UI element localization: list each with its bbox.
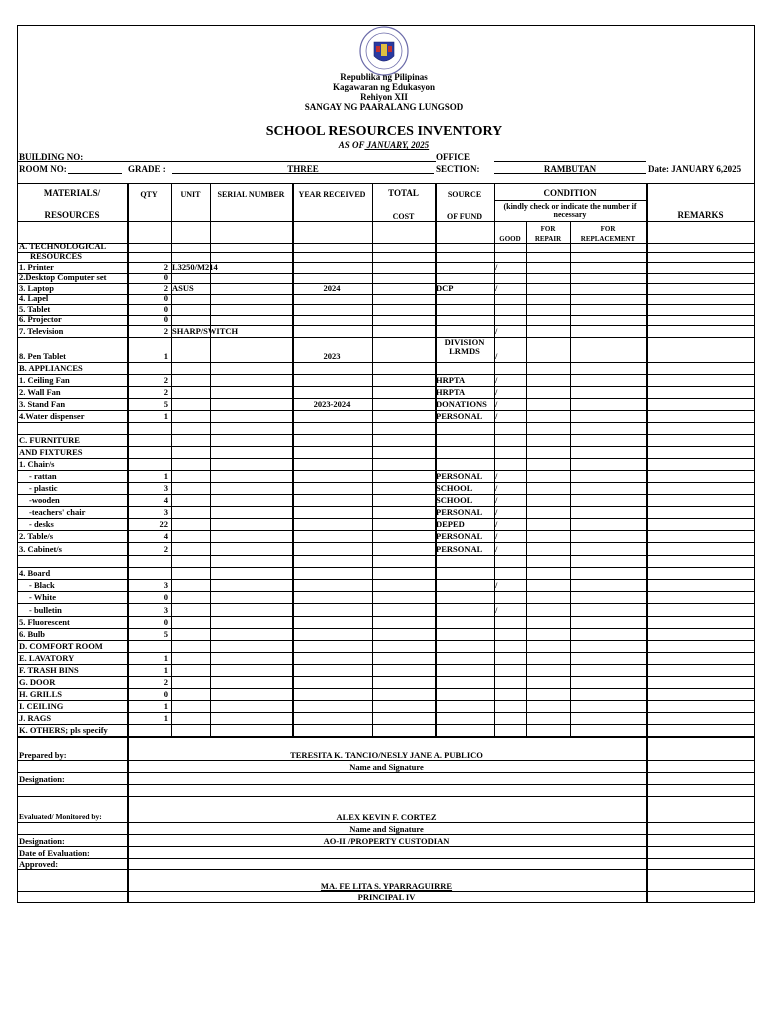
row-item-name: - rattan <box>29 471 57 481</box>
row-item-name: 6. Projector <box>19 314 62 324</box>
room-underline <box>68 173 122 174</box>
approved-label: Approved: <box>19 859 59 869</box>
row-item-name: 8. Pen Tablet <box>19 351 66 361</box>
row-qty: 1 <box>163 713 168 723</box>
row-item-name: G. DOOR <box>19 677 56 687</box>
row-qty: 3 <box>163 483 168 493</box>
row-item-name: - White <box>29 592 56 602</box>
row-good-mark: / <box>495 531 498 541</box>
col-unit: UNIT <box>180 190 201 199</box>
row-item-name: - desks <box>29 519 54 529</box>
as-of-line <box>0 140 768 150</box>
col-condition-note: (kindly check or indicate the number if necessary <box>503 202 637 219</box>
row-item-name: E. LAVATORY <box>19 653 75 663</box>
row-item-name: 2.Desktop Computer set <box>19 272 107 282</box>
row-year: 2023 <box>323 351 341 361</box>
row-qty: 1 <box>163 665 168 675</box>
row-qty: 1 <box>163 653 168 663</box>
grid-line <box>646 736 648 903</box>
row-good-mark: / <box>495 387 498 397</box>
row-source: DCP <box>436 283 454 293</box>
row-item-name: K. OTHERS; pls specify <box>19 725 108 735</box>
grid-line <box>435 183 437 736</box>
col-condition: CONDITION <box>543 188 597 198</box>
row-year: 2024 <box>323 283 341 293</box>
designation-value-2: AO-II /PROPERTY CUSTODIAN <box>323 836 450 846</box>
col-remarks: REMARKS <box>677 210 724 220</box>
row-item-name: A. TECHNOLOGICAL <box>19 241 107 251</box>
col-materials-line1: MATERIALS/ <box>43 188 101 198</box>
row-item-name: F. TRASH BINS <box>19 665 79 675</box>
row-source: PERSONAL <box>436 544 483 554</box>
section-label: SECTION: <box>436 164 480 174</box>
row-item-name: 1. Ceiling Fan <box>19 375 70 385</box>
header-line-department: Kagawaran ng Edukasyon <box>332 82 436 92</box>
designation-label-2: Designation: <box>19 836 65 846</box>
as-of-value: JANUARY, 2025 <box>364 140 430 150</box>
evaluated-label: Evaluated/ Monitored by: <box>19 812 102 821</box>
row-item-name: - Black <box>29 580 55 590</box>
row-qty: 0 <box>163 304 168 314</box>
row-source: DEPED <box>436 519 465 529</box>
evaluated-name: ALEX KEVIN F. CORTEZ <box>336 812 437 822</box>
grade-underline <box>172 173 434 174</box>
page-title: SCHOOL RESOURCES INVENTORY <box>265 124 503 139</box>
row-item-name: - plastic <box>29 483 58 493</box>
row-item-name: 1. Chair/s <box>19 459 55 469</box>
row-qty: 4 <box>163 531 168 541</box>
row-good-mark: / <box>495 262 498 272</box>
col-replace-line2: REPLACEMENT <box>580 235 636 243</box>
row-item-name: 4. Board <box>19 568 51 578</box>
row-unit: ASUS <box>172 283 194 293</box>
row-item-name: B. APPLIANCES <box>19 363 83 373</box>
prepared-name: TERESITA K. TANCIO/NESLY JANE A. PUBLICO <box>290 750 483 760</box>
office-underline <box>494 161 646 162</box>
row-good-mark: / <box>495 471 498 481</box>
row-qty: 1 <box>163 471 168 481</box>
as-of-prefix: AS OF <box>338 140 365 150</box>
grid-line <box>570 221 571 736</box>
approved-name: MA. FE LITA S. YPARRAGUIRRE <box>320 881 453 891</box>
row-qty: 0 <box>163 293 168 303</box>
grade-value: THREE <box>287 164 319 174</box>
grade-label: GRADE : <box>128 164 166 174</box>
grid-line <box>646 183 648 736</box>
row-good-mark: / <box>495 580 498 590</box>
row-good-mark: / <box>495 495 498 505</box>
building-label: BUILDING NO: <box>19 152 84 162</box>
row-qty: 2 <box>163 677 168 687</box>
row-unit: SHARP/SWITCH <box>172 326 239 336</box>
condition-divider <box>494 200 646 201</box>
row-good-mark: / <box>495 544 498 554</box>
row-qty: 3 <box>163 507 168 517</box>
prepared-label: Prepared by: <box>19 750 67 760</box>
row-source: PERSONAL <box>436 507 483 517</box>
row-qty: 2 <box>163 375 168 385</box>
row-good-mark: / <box>495 483 498 493</box>
room-label: ROOM NO: <box>19 164 67 174</box>
row-item-name: 1. Printer <box>19 262 54 272</box>
row-qty: 0 <box>163 272 168 282</box>
section-value: RAMBUTAN <box>543 164 597 174</box>
row-item-name: I. CEILING <box>19 701 64 711</box>
row-source: SCHOOL <box>436 495 473 505</box>
evaluated-name-signature-caption: Name and Signature <box>349 824 424 834</box>
row-source: HRPTA <box>436 375 466 385</box>
row-source: PERSONAL <box>436 471 483 481</box>
row-item-name: D. COMFORT ROOM <box>19 641 103 651</box>
section-underline <box>494 173 646 174</box>
row-item-name: - bulletin <box>29 605 62 615</box>
row-qty: 0 <box>163 617 168 627</box>
row-source: DIVISION LRMDS <box>444 337 485 356</box>
row-qty: 2 <box>163 387 168 397</box>
row-item-name: 5. Tablet <box>19 304 51 314</box>
row-item-name: H. GRILLS <box>19 689 62 699</box>
row-item-name: 5. Fluorescent <box>19 617 70 627</box>
date-label: Date: JANUARY 6,2025 <box>648 164 742 174</box>
row-qty: 0 <box>163 592 168 602</box>
row-qty: 1 <box>163 701 168 711</box>
col-total-line2: COST <box>392 212 415 221</box>
row-source: DONATIONS <box>436 399 487 409</box>
row-good-mark: / <box>495 326 498 336</box>
date-evaluation-label: Date of Evaluation: <box>19 848 90 858</box>
col-replace-line1: FOR <box>600 225 616 233</box>
row-item-name: C. FURNITURE <box>19 435 80 445</box>
row-qty: 2 <box>163 283 168 293</box>
row-good-mark: / <box>495 507 498 517</box>
row-qty: 1 <box>163 351 168 361</box>
row-qty: 5 <box>163 399 168 409</box>
row-source: PERSONAL <box>436 411 483 421</box>
row-qty: 4 <box>163 495 168 505</box>
row-qty: 1 <box>163 411 168 421</box>
row-qty: 2 <box>163 262 168 272</box>
office-label: OFFICE <box>436 152 471 162</box>
row-qty: 2 <box>163 544 168 554</box>
approved-title: PRINCIPAL IV <box>357 892 416 902</box>
row-good-mark: / <box>495 399 498 409</box>
building-underline <box>17 161 436 162</box>
prepared-name-signature-caption: Name and Signature <box>349 762 424 772</box>
row-qty: 3 <box>163 580 168 590</box>
col-qty: QTY <box>140 190 158 199</box>
grid-line <box>127 736 129 903</box>
row-qty: 5 <box>163 629 168 639</box>
col-serial: SERIAL NUMBER <box>217 190 285 199</box>
col-source-line1: SOURCE <box>447 190 482 199</box>
grid-line <box>292 183 294 736</box>
col-good: GOOD <box>499 235 521 243</box>
row-item-name: J. RAGS <box>19 713 52 723</box>
row-source: SCHOOL <box>436 483 473 493</box>
row-item-name: AND FIXTURES <box>19 447 83 457</box>
row-qty: 3 <box>163 605 168 615</box>
row-good-mark: / <box>495 605 498 615</box>
row-qty: 2 <box>163 326 168 336</box>
col-total-line1: TOTAL <box>388 188 419 198</box>
header-line-republic: Republika ng Pilipinas <box>340 72 428 82</box>
row-qty: 0 <box>163 689 168 699</box>
col-year: YEAR RECEIVED <box>298 190 366 199</box>
row-good-mark: / <box>495 411 498 421</box>
row-good-mark: / <box>495 351 498 361</box>
header-line-division: SANGAY NG PAARALANG LUNGSOD <box>304 102 464 112</box>
col-repair-line1: FOR <box>540 225 556 233</box>
col-repair-line2: REPAIR <box>534 235 562 243</box>
row-good-mark: / <box>495 519 498 529</box>
row-good-mark: / <box>495 375 498 385</box>
designation-label-1: Designation: <box>19 774 65 784</box>
row-source: PERSONAL <box>436 531 483 541</box>
header-line-region: Rehiyon XII <box>360 92 408 102</box>
row-source: HRPTA <box>436 387 466 397</box>
col-materials-line2: RESOURCES <box>44 210 100 220</box>
row-item-name: 3. Stand Fan <box>19 399 66 409</box>
col-source-line2: OF FUND <box>446 212 483 221</box>
row-item-name: -wooden <box>29 495 60 505</box>
row-item-name: 4.Water dispenser <box>19 411 85 421</box>
row-qty: 22 <box>159 519 168 529</box>
row-item-name: 2. Table/s <box>19 531 54 541</box>
deped-seal-icon <box>359 26 409 76</box>
row-unit: L3250/M214 <box>172 262 218 272</box>
grid-line <box>372 183 373 736</box>
row-item-name: 4. Lapel <box>19 293 49 303</box>
row-item-name: -teachers' chair <box>29 507 86 517</box>
row-item-name: 3. Laptop <box>19 283 54 293</box>
row-good-mark: / <box>495 283 498 293</box>
row-item-name: 3. Cabinet/s <box>19 544 62 554</box>
row-item-name: 6. Bulb <box>19 629 45 639</box>
row-year: 2023-2024 <box>313 399 351 409</box>
row-item-name: RESOURCES <box>30 251 82 261</box>
row-qty: 0 <box>163 314 168 324</box>
row-item-name: 2. Wall Fan <box>19 387 61 397</box>
grid-line <box>526 221 527 736</box>
row-item-name: 7. Television <box>19 326 64 336</box>
